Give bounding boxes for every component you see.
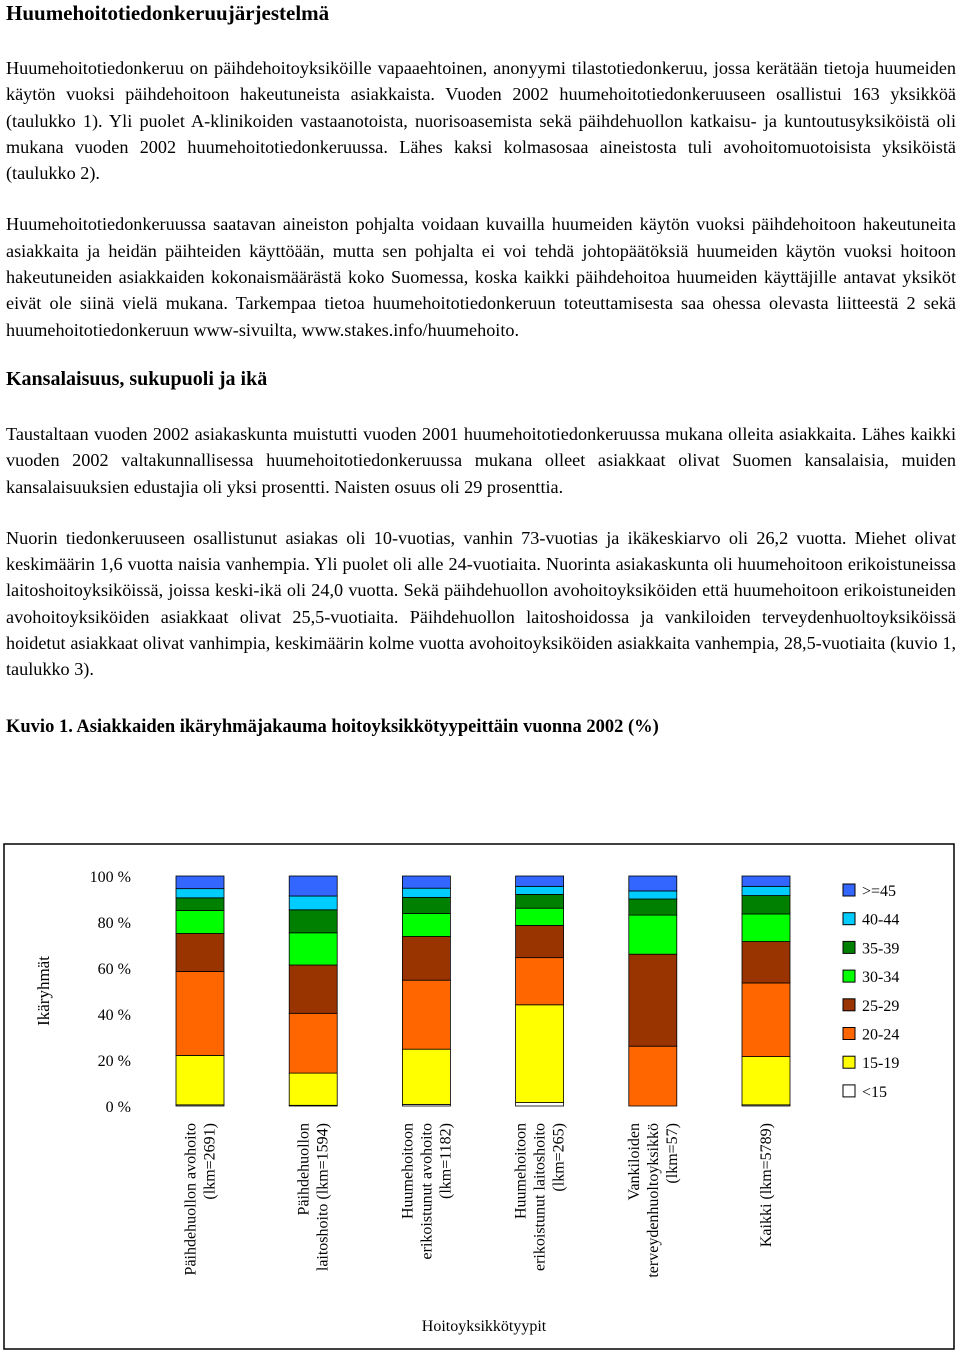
category-label-line: (lkm=57) [663,1123,681,1184]
section-heading: Kansalaisuus, sukupuoli ja ikä [6,367,268,390]
bar-segment [402,980,450,1049]
bar-segment [289,910,337,933]
x-axis-label: Hoitoyksikkötyypit [421,1318,547,1335]
bar-segment [402,876,450,888]
y-tick-label: 20 % [97,1053,131,1070]
bar-segment [516,886,564,894]
legend-swatch [843,913,855,925]
bar-segment [742,914,790,942]
bar-segment [742,886,790,895]
bar-segment [516,958,564,1005]
bar-segment [402,936,450,980]
y-tick-label: 0 % [105,1099,131,1116]
bar-segment [176,876,224,889]
bar-segment [629,899,677,915]
category-label-line: erikoistunut avohoito [418,1123,436,1260]
bar-segment [516,876,564,886]
paragraph-nationality: Taustaltaan vuoden 2002 asiakaskunta muistutti vuoden 2001 huumehoitotiedonkeruussa mukana olleita asiakkaita. Lähes kaikki vuoden 2002 valtakunnallisessa huumehoitotiedonkeruussa mukana olleet asiakkaat olivat Suomen kansalaisia, muiden kansalaisuuksien edustajia oli yksi prosentti. Naisten osuus oli 29 prosenttia. [6,423,956,497]
y-tick-label: 60 % [97,961,131,978]
bar-segment [176,889,224,898]
category-label-line: erikoistunut laitoshoito [531,1123,549,1271]
category-label-line: Huumehoitoon [399,1123,417,1219]
age-group-stacked-bar-chart [3,843,956,1351]
bar-segment [742,1057,790,1105]
bar-segment [289,876,337,896]
y-axis-label: Ikäryhmät [34,956,53,1026]
bar-segment [176,1055,224,1104]
category-label-line: (lkm=265) [550,1123,568,1192]
bar-segment [176,971,224,1055]
bar-segment [742,876,790,886]
category-label-line: (lkm=1182) [437,1123,455,1199]
category-label [758,1123,775,1247]
paragraph-intro: Huumehoitotiedonkeruu on päihdehoitoyksiköille vapaaehtoinen, anonyymi tilastotiedonkeruu, jossa kerätään tietoja huumeiden käytön vuoksi päihdehoitoon hakeutuneista asiakkaista. Vuoden 2002 huumehoitotiedonkeruuseen osallistui 163 yksikköä (taulukko 1). Yli puolet A-klinikoiden vastaanotoista, nuorisoasemista sekä päihdehuollon katkaisu- ja kuntoutusyksiköistä oli mukana vuoden 2002 huumehoitotiedonkeruussa. Lähes kaksi kolmasosaa aineistosta tuli avohoitomuotoisista yksiköistä (taulukko 2). [6,58,956,184]
legend-label: 40-44 [862,911,900,929]
bar-segment [516,925,564,957]
y-tick-label: 80 % [97,915,131,932]
bar-segment [402,897,450,913]
paragraph-data-source: Huumehoitotiedonkeruussa saatavan aineiston pohjalta voidaan kuvailla huumeiden käytön vuoksi päihdehoitoon hakeutuneita asiakkaita ja heidän päihteiden käyttöään, mutta sen pohjalta ei voi tehdä johtopäätöksiä huumeiden käytön vuoksi hoitoon hakeutuneiden asiakkaiden kokonaismäärästä koko Suomessa, koska kaikki päihdehoitoa huumeiden käyttäjille antavat yksiköt eivät ole siinä vielä mukana. Tarkempaa tietoa huumehoitotiedonkeruun toteuttamisesta saa ohessa olevasta liitteestä 2 sekä huumehoitotiedonkeruun www-sivuilta, www.stakes.info/huumehoito. [6,214,956,340]
bar-segment [289,965,337,1013]
category-label-line: Päihdehuollon [295,1123,313,1216]
bar-segment [176,911,224,934]
category-label-line: Vankiloiden [625,1123,643,1201]
bar-segment [629,954,677,1046]
figure-caption: Kuvio 1. Asiakkaiden ikäryhmäjakauma hoitoyksikkötyypeittäin vuonna 2002 (%) [6,716,659,737]
category-label-line: terveydenhuoltoyksikkö [644,1123,662,1278]
paragraph-age: Nuorin tiedonkeruuseen osallistunut asiakas oli 10-vuotias, vanhin 73-vuotias ja ikäkeskiarvo oli 26,2 vuotta. Miehet olivat keskimäärin 1,6 vuotta naisia vanhempia. Yli puolet oli alle 24-vuotiaita. Nuorinta asiakaskunta oli huumehoitoon erikoistuneissa laitoshoitoyksiköissä, joissa keski-ikä oli 24,0 vuotta. Sekä päihdehuollon avohoitoyksiköiden että huumehoitoon erikoistuneiden avohoitoyksiköiden asiakkaat olivat 25,5-vuotiaita. Päihdehuollon laitoshoidossa ja vankiloiden terveydenhuoltoyksiköissä hoidetut asiakkaat olivat vanhimpia, keskimäärin kolme vuotta avohoitoyksiköiden asiakkaita vanhempia, 28,5-vuotiaita (kuvio 1, taulukko 3). [6,527,956,680]
category-label-line: laitoshoito (lkm=1594) [314,1123,332,1272]
bar-segment [289,896,337,910]
legend-swatch [843,884,855,896]
chart-frame [4,844,954,1349]
bar-segment [629,1046,677,1106]
legend-label: <15 [862,1083,888,1101]
bar-segment [176,934,224,972]
legend-label: 35-39 [862,940,900,958]
legend-label: >=45 [862,883,897,900]
bar-segment [742,983,790,1057]
legend-swatch [843,1056,855,1068]
bar-segment [289,1013,337,1073]
document-page [6,0,956,739]
bar-segment [402,913,450,936]
legend-swatch [843,970,855,982]
bar-segment [516,1103,564,1106]
category-label-line: (lkm=2691) [201,1123,219,1200]
legend-label: 25-29 [862,997,900,1015]
category-label-line: Kaikki (lkm=5789) [758,1123,775,1248]
bar-segment [629,891,677,899]
bar-segment [289,1073,337,1105]
bar-segment [516,894,564,908]
bar-segment [742,942,790,983]
bar-segment [629,876,677,891]
legend-swatch [843,1028,855,1040]
legend-swatch [843,941,855,953]
bar-segment [402,888,450,897]
bar-segment [629,915,677,954]
y-tick-label: 40 % [97,1007,131,1024]
legend-label: 15-19 [862,1055,900,1073]
legend-label: 20-24 [862,1026,900,1044]
bar-segment [176,898,224,911]
bar-segment [516,1005,564,1103]
bar-segment [402,1049,450,1104]
bar-segment [289,933,337,965]
legend-label: 30-34 [862,969,900,987]
bar-segment [742,896,790,914]
legend-swatch [843,1085,855,1097]
category-label-line: Huumehoitoon [512,1123,530,1219]
y-tick-label: 100 % [89,869,131,886]
bar-segment [516,908,564,925]
category-label-line: Päihdehuollon avohoito [182,1123,200,1276]
legend-swatch [843,999,855,1011]
page-heading: Huumehoitotiedonkeruujärjestelmä [6,1,330,25]
